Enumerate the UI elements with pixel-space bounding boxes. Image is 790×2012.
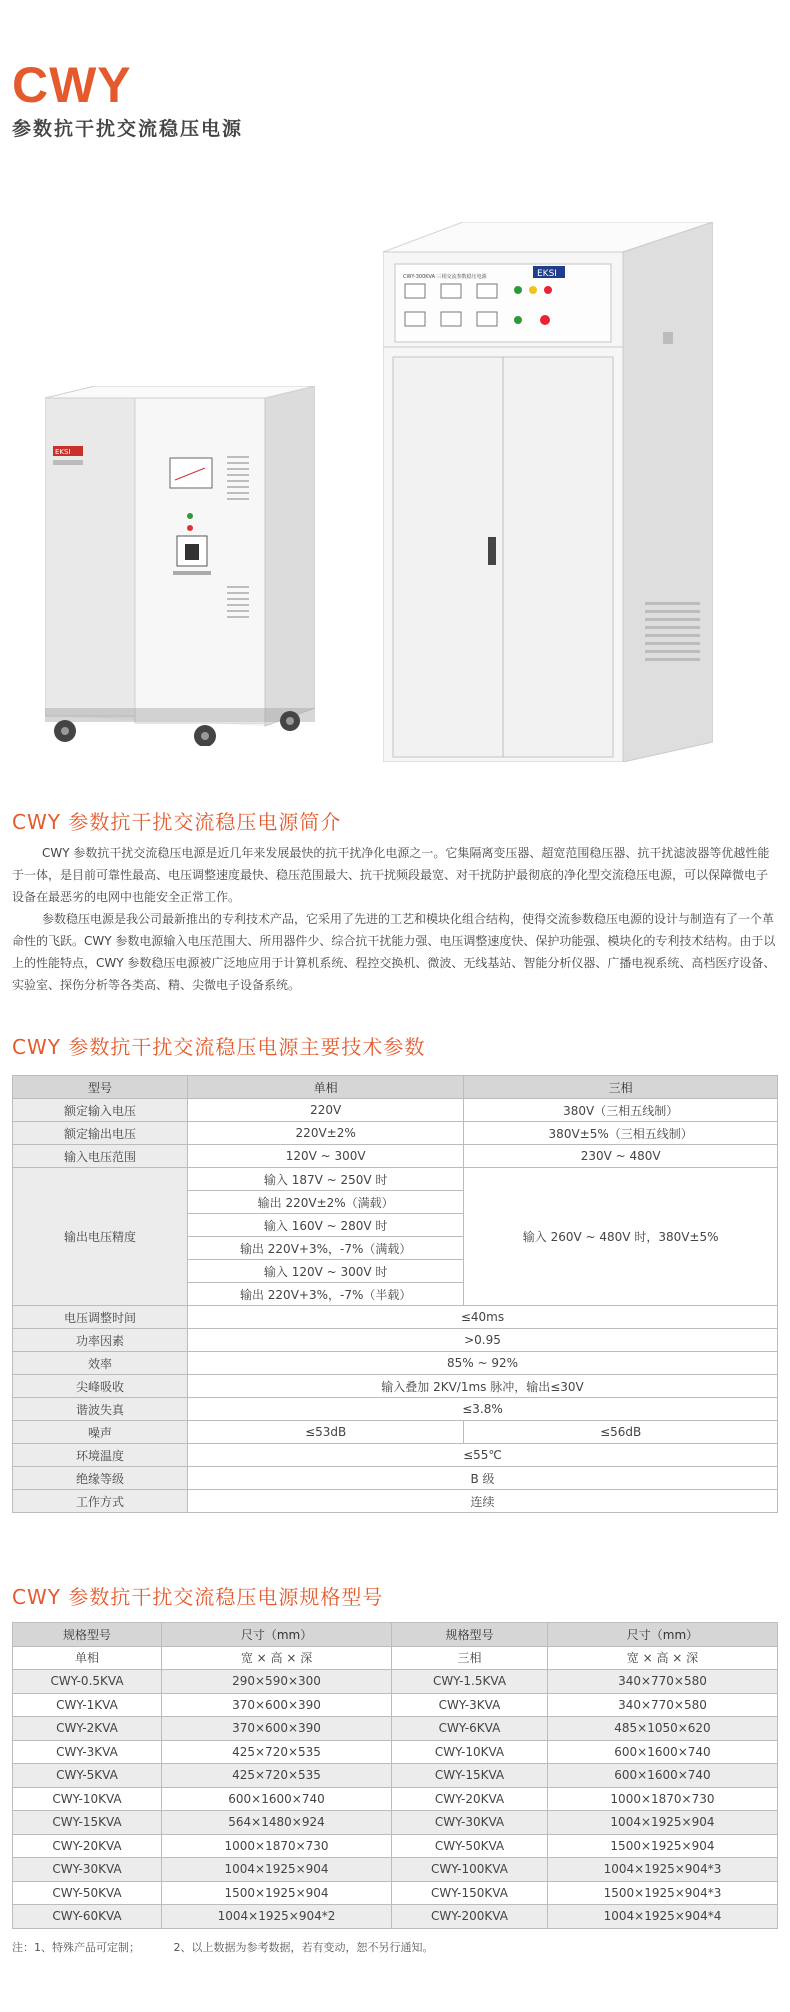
table-header-cell: 三相: [464, 1076, 778, 1099]
table-cell: 1500×1925×904: [162, 1881, 392, 1905]
param-value: 380V±5%（三相五线制）: [464, 1122, 778, 1145]
table-cell: 370×600×390: [162, 1693, 392, 1717]
param-value: 输入 120V ~ 300V 时: [188, 1260, 464, 1283]
table-cell: CWY-3KVA: [392, 1693, 548, 1717]
table-cell: 宽 × 高 × 深: [162, 1646, 392, 1670]
table-cell: 425×720×535: [162, 1764, 392, 1788]
table-row: [13, 1811, 778, 1835]
table-row: [13, 1122, 778, 1145]
param-label: 效率: [13, 1352, 188, 1375]
param-value: 380V（三相五线制）: [464, 1099, 778, 1122]
table-cell: CWY-30KVA: [13, 1858, 162, 1882]
footnote-1: 注：1、特殊产品可定制；: [12, 1941, 140, 1954]
table-cell: CWY-60KVA: [13, 1905, 162, 1929]
three-phase-cabinet-image: [383, 222, 713, 762]
param-value: ≤55℃: [188, 1444, 778, 1467]
param-value: 输入 260V ~ 480V 时，380V±5%: [464, 1168, 778, 1306]
table-cell: CWY-50KVA: [13, 1881, 162, 1905]
param-value: ≤53dB: [188, 1421, 464, 1444]
param-value: 输入 187V ~ 250V 时: [188, 1168, 464, 1191]
table-row: [13, 1881, 778, 1905]
table-cell: 564×1480×924: [162, 1811, 392, 1835]
params-section-title: CWY 参数抗干扰交流稳压电源主要技术参数: [12, 1035, 426, 1059]
table-row: [13, 1099, 778, 1122]
table-header-cell: 单相: [188, 1076, 464, 1099]
small-unit-logo: EKSI: [55, 448, 71, 456]
param-label: 噪声: [13, 1421, 188, 1444]
table-row: [13, 1352, 778, 1375]
param-label: 尖峰吸收: [13, 1375, 188, 1398]
table-cell: 600×1600×740: [547, 1740, 777, 1764]
table-row: [13, 1670, 778, 1694]
single-phase-unit-image: [45, 386, 315, 746]
table-row: [13, 1168, 778, 1191]
table-cell: CWY-50KVA: [392, 1834, 548, 1858]
param-value: 220V: [188, 1099, 464, 1122]
table-cell: 1000×1870×730: [547, 1787, 777, 1811]
table-header-row: [13, 1076, 778, 1099]
table-cell: CWY-1KVA: [13, 1693, 162, 1717]
table-row: [13, 1306, 778, 1329]
table-cell: CWY-6KVA: [392, 1717, 548, 1741]
param-label: 环境温度: [13, 1444, 188, 1467]
table-cell: 1004×1925×904: [162, 1858, 392, 1882]
models-section-title: CWY 参数抗干扰交流稳压电源规格型号: [12, 1585, 384, 1609]
param-label: 输入电压范围: [13, 1145, 188, 1168]
table-cell: 1004×1925×904*4: [547, 1905, 777, 1929]
param-label: 谐波失真: [13, 1398, 188, 1421]
table-cell: CWY-30KVA: [392, 1811, 548, 1835]
param-value: 输入 160V ~ 280V 时: [188, 1214, 464, 1237]
table-cell: 600×1600×740: [547, 1764, 777, 1788]
table-cell: 三相: [392, 1646, 548, 1670]
table-cell: 340×770×580: [547, 1693, 777, 1717]
table-cell: CWY-3KVA: [13, 1740, 162, 1764]
table-cell: 1004×1925×904*3: [547, 1858, 777, 1882]
table-row: [13, 1834, 778, 1858]
table-cell: CWY-15KVA: [392, 1764, 548, 1788]
param-label: 工作方式: [13, 1490, 188, 1513]
param-value: 输出 220V+3%，-7%（半载）: [188, 1283, 464, 1306]
table-cell: CWY-150KVA: [392, 1881, 548, 1905]
table-row: [13, 1398, 778, 1421]
param-label: 电压调整时间: [13, 1306, 188, 1329]
table-cell: CWY-100KVA: [392, 1858, 548, 1882]
table-row: [13, 1764, 778, 1788]
table-header-cell: 型号: [13, 1076, 188, 1099]
param-value: ≤40ms: [188, 1306, 778, 1329]
table-row: [13, 1787, 778, 1811]
param-value: 230V ~ 480V: [464, 1145, 778, 1168]
table-row: [13, 1375, 778, 1398]
table-cell: 1004×1925×904: [547, 1811, 777, 1835]
param-value: 连续: [188, 1490, 778, 1513]
table-row: [13, 1905, 778, 1929]
cabinet-nameplate: CWY-300KVA 三相交流参数稳压电源: [403, 274, 487, 280]
table-cell: CWY-10KVA: [13, 1787, 162, 1811]
table-cell: CWY-1.5KVA: [392, 1670, 548, 1694]
table-subheader-row: [13, 1646, 778, 1670]
param-value: 120V ~ 300V: [188, 1145, 464, 1168]
table-cell: 485×1050×620: [547, 1717, 777, 1741]
param-value: ≤3.8%: [188, 1398, 778, 1421]
table-header-row: [13, 1623, 778, 1647]
table-row: [13, 1740, 778, 1764]
table-cell: 1000×1870×730: [162, 1834, 392, 1858]
param-value: 输出 220V±2%（满载）: [188, 1191, 464, 1214]
param-value: 输入叠加 2KV/1ms 脉冲，输出≤30V: [188, 1375, 778, 1398]
footnote-2: 2、以上数据为参考数据，若有变动，恕不另行通知。: [173, 1941, 434, 1954]
param-label: 额定输出电压: [13, 1122, 188, 1145]
param-label: 输出电压精度: [13, 1168, 188, 1306]
param-value: 85% ~ 92%: [188, 1352, 778, 1375]
table-header-cell: 尺寸（mm）: [547, 1623, 777, 1647]
table-cell: CWY-0.5KVA: [13, 1670, 162, 1694]
table-row: [13, 1858, 778, 1882]
table-cell: 单相: [13, 1646, 162, 1670]
table-row: [13, 1490, 778, 1513]
table-cell: 340×770×580: [547, 1670, 777, 1694]
param-label: 额定输入电压: [13, 1099, 188, 1122]
table-cell: CWY-200KVA: [392, 1905, 548, 1929]
param-value: ≤56dB: [464, 1421, 778, 1444]
table-cell: CWY-20KVA: [13, 1834, 162, 1858]
intro-paragraph-2: 参数稳压电源是我公司最新推出的专利技术产品，它采用了先进的工艺和模块化组合结构，使得交流参数稳压电源的设计与制造有了一个革命性的飞跃。CWY 参数电源输入电压范围大、所用器件少、综合抗干扰能力强、电压调整速度快、保护功能强、模块化的专利技术结构。由于以上的性能特点，CWY 参数稳压电源被广泛地应用于计算机系统、程控交换机、微波、无线基站、智能分析仪器、广播电视系统、高档医疗设备、实验室、探伤分析等各类高、精、尖微电子设备系统。: [12, 912, 776, 992]
technical-params-table: [12, 1075, 778, 1513]
intro-text: [12, 842, 778, 996]
table-row: [13, 1717, 778, 1741]
table-cell: CWY-10KVA: [392, 1740, 548, 1764]
table-cell: CWY-2KVA: [13, 1717, 162, 1741]
model-spec-table: [12, 1622, 778, 1929]
table-row: [13, 1329, 778, 1352]
cabinet-logo: EKSI: [537, 269, 557, 279]
param-value: >0.95: [188, 1329, 778, 1352]
table-header-cell: 规格型号: [392, 1623, 548, 1647]
table-header-cell: 规格型号: [13, 1623, 162, 1647]
table-cell: 1500×1925×904: [547, 1834, 777, 1858]
table-cell: 370×600×390: [162, 1717, 392, 1741]
table-cell: 1500×1925×904*3: [547, 1881, 777, 1905]
table-cell: CWY-15KVA: [13, 1811, 162, 1835]
param-value: 输出 220V+3%，-7%（满载）: [188, 1237, 464, 1260]
table-row: [13, 1693, 778, 1717]
table-cell: 600×1600×740: [162, 1787, 392, 1811]
table-cell: CWY-20KVA: [392, 1787, 548, 1811]
table-cell: 425×720×535: [162, 1740, 392, 1764]
brand-title: CWY: [12, 57, 132, 113]
table-row: [13, 1444, 778, 1467]
table-row: [13, 1467, 778, 1490]
intro-section-title: CWY 参数抗干扰交流稳压电源简介: [12, 810, 342, 834]
table-cell: 1004×1925×904*2: [162, 1905, 392, 1929]
table-cell: 290×590×300: [162, 1670, 392, 1694]
param-value: B 级: [188, 1467, 778, 1490]
product-subtitle: 参数抗干扰交流稳压电源: [12, 118, 244, 140]
table-header-cell: 尺寸（mm）: [162, 1623, 392, 1647]
param-value: 220V±2%: [188, 1122, 464, 1145]
intro-paragraph-1: CWY 参数抗干扰交流稳压电源是近几年来发展最快的抗干扰净化电源之一。它集隔离变压器、超宽范围稳压器、抗干扰滤波器等优越性能于一体，是目前可靠性最高、电压调整速度最快、稳压范围最大、抗干扰频段最宽、对干扰防护最彻底的净化型交流稳压电源，可以保障微电子设备在最恶劣的电网中也能安全正常工作。: [12, 846, 770, 904]
footnote: [12, 1939, 464, 1955]
table-cell: CWY-5KVA: [13, 1764, 162, 1788]
table-row: [13, 1421, 778, 1444]
table-row: [13, 1145, 778, 1168]
param-label: 功率因素: [13, 1329, 188, 1352]
table-cell: 宽 × 高 × 深: [547, 1646, 777, 1670]
param-label: 绝缘等级: [13, 1467, 188, 1490]
